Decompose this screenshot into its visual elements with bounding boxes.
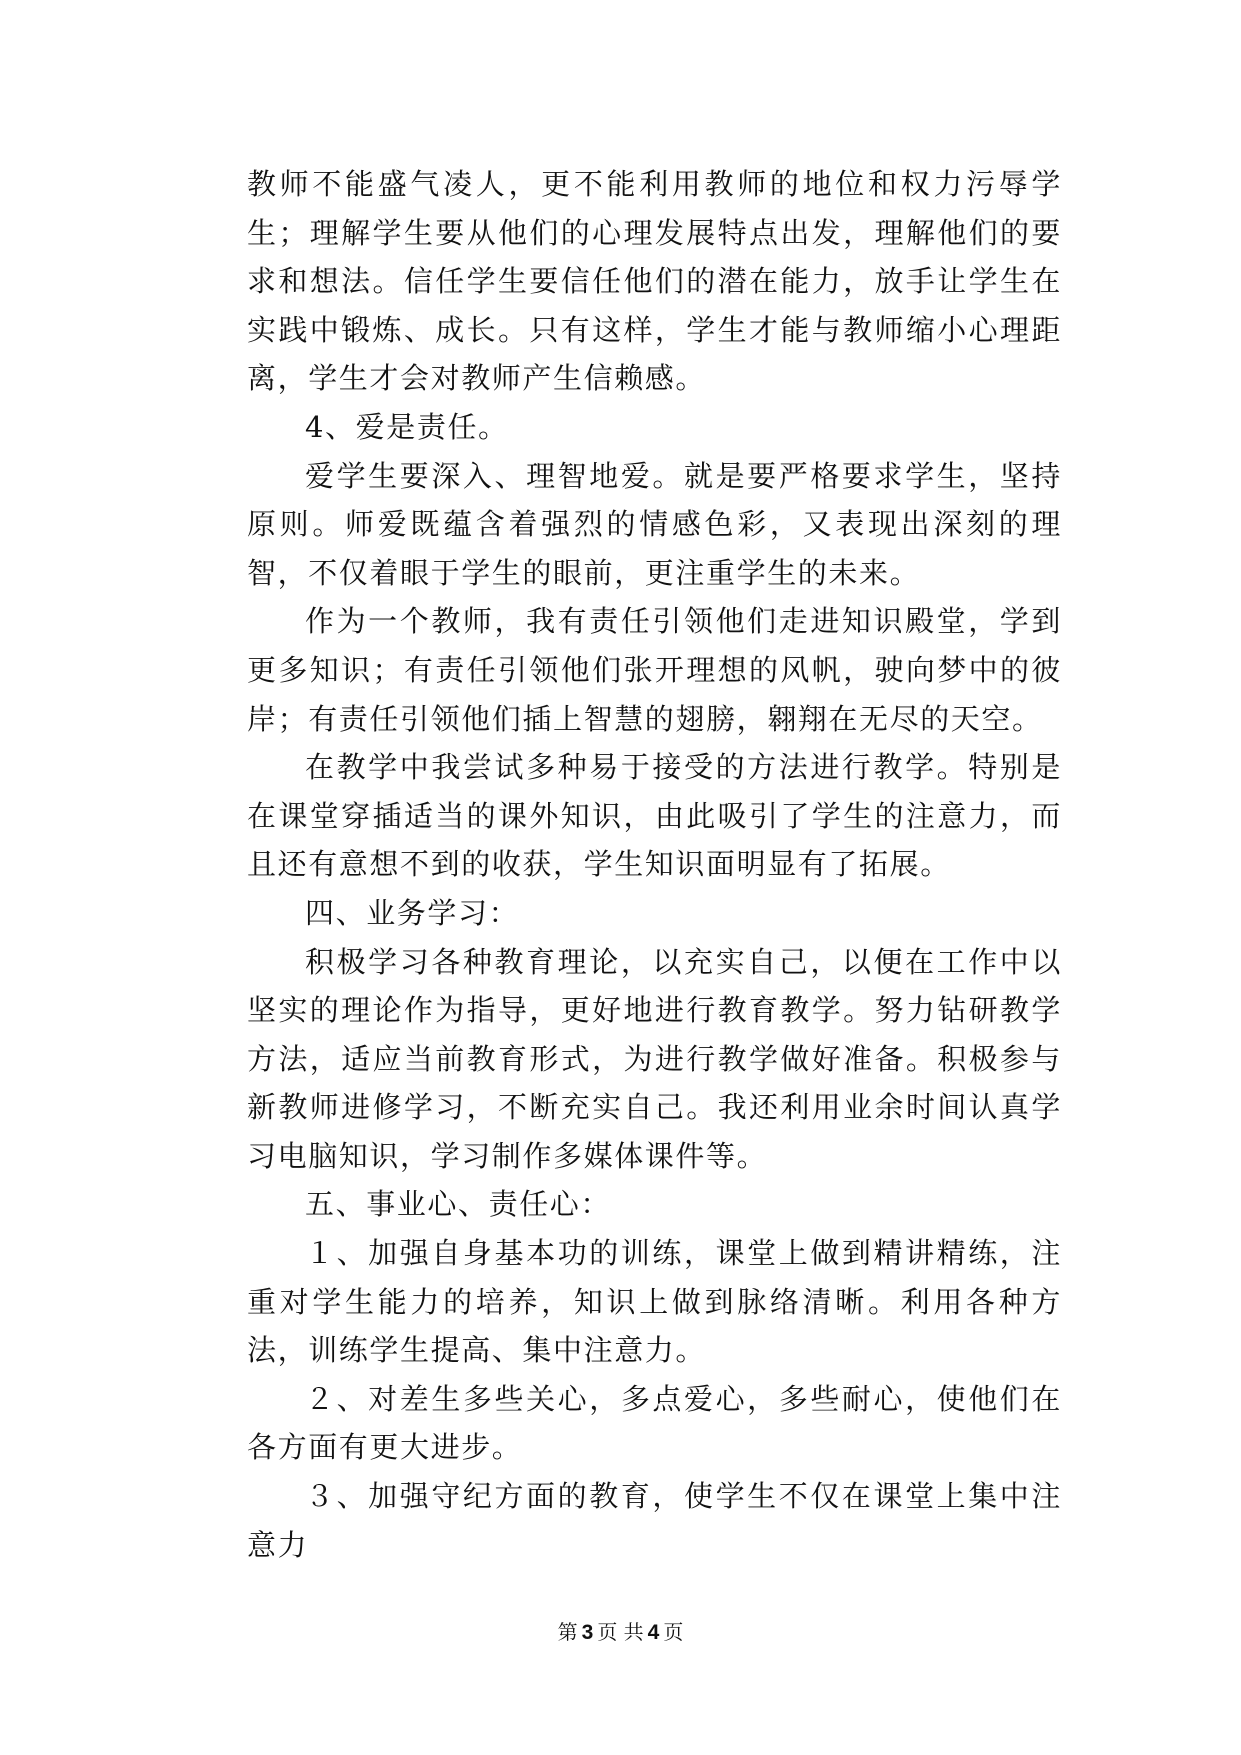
paragraph-item-3: ３、加强守纪方面的教育，使学生不仅在课堂上集中注意力 [247, 1479, 1062, 1562]
footer-prefix: 第 [557, 1620, 578, 1644]
paragraph-heading-love-responsibility: 4、爱是责任。 [305, 409, 509, 444]
paragraph-intro-continued: 教师不能盛气凌人，更不能利用教师的地位和权力污辱学生；理解学生要从他们的心理发展特点出发，理解他们的要求和想法。信任学生要信任他们的潜在能力，放手让学生在实践中锻炼、成长。只有这样，学生才能与教师缩小心理距离，学生才会对教师产生信赖感。 [247, 167, 1062, 396]
paragraph-item-2: ２、对差生多些关心，多点爱心，多些耐心，使他们在各方面有更大进步。 [247, 1381, 1062, 1465]
paragraph-love-deeply: 爱学生要深入、理智地爱。就是要严格要求学生，坚持原则。师爱既蕴含着强烈的情感色彩，又表现出深刻的理智，不仅着眼于学生的眼前，更注重学生的未来。 [247, 458, 1062, 590]
total-page-count: 4 [647, 1621, 660, 1644]
paragraph-item-1: １、加强自身基本功的训练，课堂上做到精讲精练，注重对学生能力的培养，知识上做到脉络清晰。利用各种方法，训练学生提高、集中注意力。 [247, 1236, 1062, 1368]
paragraph-teacher-responsibility: 作为一个教师，我有责任引领他们走进知识殿堂，学到更多知识；有责任引领他们张开理想的风帆，驶向梦中的彼岸；有责任引领他们插上智慧的翅膀，翱翔在无尽的天空。 [247, 604, 1062, 736]
paragraph-heading-professional-study: 四、业务学习： [305, 895, 520, 930]
footer-suffix: 页 [663, 1620, 684, 1644]
current-page-number: 3 [581, 1621, 594, 1644]
body-text [247, 160, 1062, 1569]
page-footer [0, 1618, 1241, 1647]
paragraph-teaching-methods: 在教学中我尝试多种易于接受的方法进行教学。特别是在课堂穿插适当的课外知识，由此吸引了学生的注意力，而且还有意想不到的收获，学生知识面明显有了拓展。 [247, 750, 1062, 882]
paragraph-professional-study: 积极学习各种教育理论，以充实自己，以便在工作中以坚实的理论作为指导，更好地进行教育教学。努力钻研教学方法，适应当前教育形式，为进行教学做好准备。积极参与新教师进修学习，不断充实自己。我还利用业余时间认真学习电脑知识，学习制作多媒体课件等。 [247, 944, 1062, 1173]
footer-middle: 页 共 [597, 1620, 644, 1644]
paragraph-heading-dedication: 五、事业心、责任心： [305, 1187, 612, 1222]
